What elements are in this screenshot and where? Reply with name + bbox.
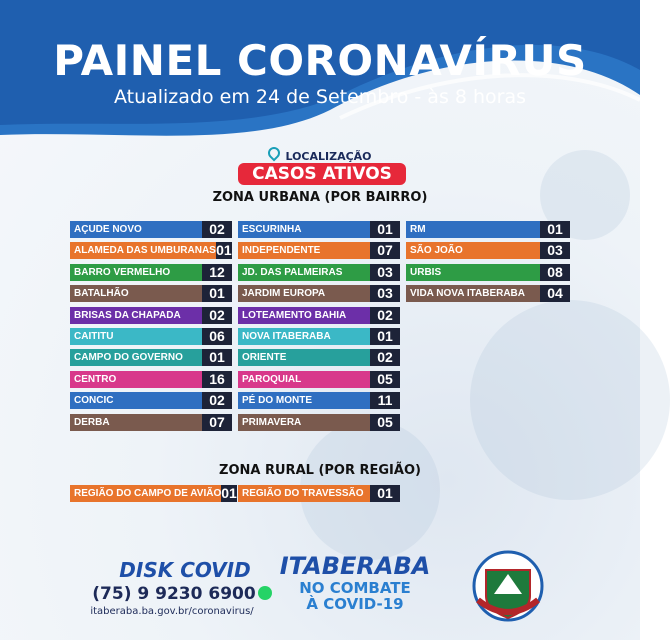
case-count: 02 — [202, 307, 232, 324]
neighborhood-row — [70, 414, 232, 431]
location-pin-icon — [266, 145, 283, 162]
region-name: REGIÃO DO TRAVESSÃO — [238, 485, 370, 502]
case-count: 05 — [370, 371, 400, 388]
neighborhood-name: RM — [406, 221, 540, 238]
header-banner — [0, 0, 640, 150]
neighborhood-row — [238, 414, 400, 431]
case-count: 08 — [540, 264, 570, 281]
neighborhood-name: BATALHÃO — [70, 285, 202, 302]
case-count: 01 — [202, 285, 232, 302]
urban-zone-title: ZONA URBANA (POR BAIRRO) — [212, 190, 428, 205]
case-count: 01 — [370, 328, 400, 345]
neighborhood-name: REGIÃO DO CAMPO DE AVIÃO — [70, 485, 221, 502]
case-count: 03 — [370, 285, 400, 302]
neighborhood-name: PÉ DO MONTE — [238, 392, 370, 409]
neighborhood-name: LOTEAMENTO BAHIA — [238, 307, 370, 324]
case-count: 03 — [540, 242, 570, 259]
case-count: 02 — [202, 392, 232, 409]
neighborhood-name: DERBA — [70, 414, 202, 431]
neighborhood-row — [238, 264, 400, 281]
neighborhood-name: BARRO VERMELHO — [70, 264, 202, 281]
neighborhood-name: ORIENTE — [238, 349, 370, 366]
neighborhood-name: URBIS — [406, 264, 540, 281]
page-subtitle: Atualizado em 24 de Setembro - às 8 horas — [113, 86, 527, 108]
neighborhood-row — [406, 285, 570, 302]
neighborhood-name: PRIMAVERA — [238, 414, 370, 431]
neighborhood-row — [70, 485, 237, 502]
neighborhood-row — [406, 221, 570, 238]
neighborhood-row — [238, 285, 400, 302]
neighborhood-row — [70, 242, 232, 259]
neighborhood-name: ALAMEDA DAS UMBURANAS — [70, 242, 216, 259]
neighborhood-row — [238, 392, 400, 409]
neighborhood-name: ESCURINHA — [238, 221, 370, 238]
case-count: 02 — [202, 221, 232, 238]
city-name: ITABERABA — [279, 552, 431, 580]
region-row — [238, 485, 400, 502]
neighborhood-row — [70, 264, 232, 281]
rural-zone-title: ZONA RURAL (POR REGIÃO) — [219, 463, 421, 478]
neighborhood-name: NOVA ITABERABA — [238, 328, 370, 345]
neighborhood-row — [70, 328, 232, 345]
case-count: 02 — [370, 349, 400, 366]
phone-number — [82, 584, 282, 604]
neighborhood-row — [238, 307, 400, 324]
case-count: 01 — [202, 349, 232, 366]
case-count: 11 — [370, 392, 400, 409]
case-count: 02 — [370, 307, 400, 324]
neighborhood-row — [70, 371, 232, 388]
neighborhood-row — [70, 349, 232, 366]
case-count: 03 — [370, 264, 400, 281]
neighborhood-name: INDEPENDENTE — [238, 242, 370, 259]
case-count: 16 — [202, 371, 232, 388]
case-count: 01 — [216, 242, 232, 259]
case-count: 07 — [202, 414, 232, 431]
phone-text: (75) 9 9230 6900 — [92, 584, 256, 604]
neighborhood-row — [406, 242, 570, 259]
case-count: 05 — [370, 414, 400, 431]
neighborhood-row — [406, 264, 570, 281]
neighborhood-name: JD. DAS PALMEIRAS — [238, 264, 370, 281]
location-label — [0, 147, 640, 163]
neighborhood-name: JARDIM EUROPA — [238, 285, 370, 302]
page-title: PAINEL CORONAVÍRUS — [53, 36, 587, 85]
active-cases-badge: CASOS ATIVOS — [238, 163, 406, 185]
case-count: 01 — [370, 221, 400, 238]
neighborhood-row — [238, 221, 400, 238]
neighborhood-name: CAMPO DO GOVERNO — [70, 349, 202, 366]
neighborhood-row — [70, 285, 232, 302]
case-count: 01 — [370, 485, 400, 502]
disk-covid-label: DISK COVID — [119, 558, 251, 582]
neighborhood-name: AÇUDE NOVO — [70, 221, 202, 238]
case-count: 07 — [370, 242, 400, 259]
neighborhood-name: BRISAS DA CHAPADA — [70, 307, 202, 324]
neighborhood-row — [70, 307, 232, 324]
neighborhood-row — [70, 221, 232, 238]
case-count: 04 — [540, 285, 570, 302]
case-count: 01 — [221, 485, 237, 501]
neighborhood-name: PAROQUIAL — [238, 371, 370, 388]
neighborhood-row — [238, 242, 400, 259]
neighborhood-name: CENTRO — [70, 371, 202, 388]
case-count: 06 — [202, 328, 232, 345]
website-link[interactable]: itaberaba.ba.gov.br/coronavirus/ — [90, 606, 254, 617]
case-count: 01 — [540, 221, 570, 238]
city-crest-icon — [470, 548, 546, 624]
case-count: 12 — [202, 264, 232, 281]
neighborhood-row — [238, 328, 400, 345]
neighborhood-name: CAITITU — [70, 328, 202, 345]
slogan-line-2: À COVID-19 — [306, 595, 404, 613]
slogan — [270, 580, 440, 612]
neighborhood-name: SÃO JOÃO — [406, 242, 540, 259]
slogan-line-1: NO COMBATE — [299, 579, 411, 597]
neighborhood-row — [238, 349, 400, 366]
neighborhood-name: CONCIC — [70, 392, 202, 409]
neighborhood-row — [70, 392, 232, 409]
neighborhood-row — [238, 371, 400, 388]
location-text: LOCALIZAÇÃO — [285, 150, 372, 163]
neighborhood-name: VIDA NOVA ITABERABA — [406, 285, 540, 302]
